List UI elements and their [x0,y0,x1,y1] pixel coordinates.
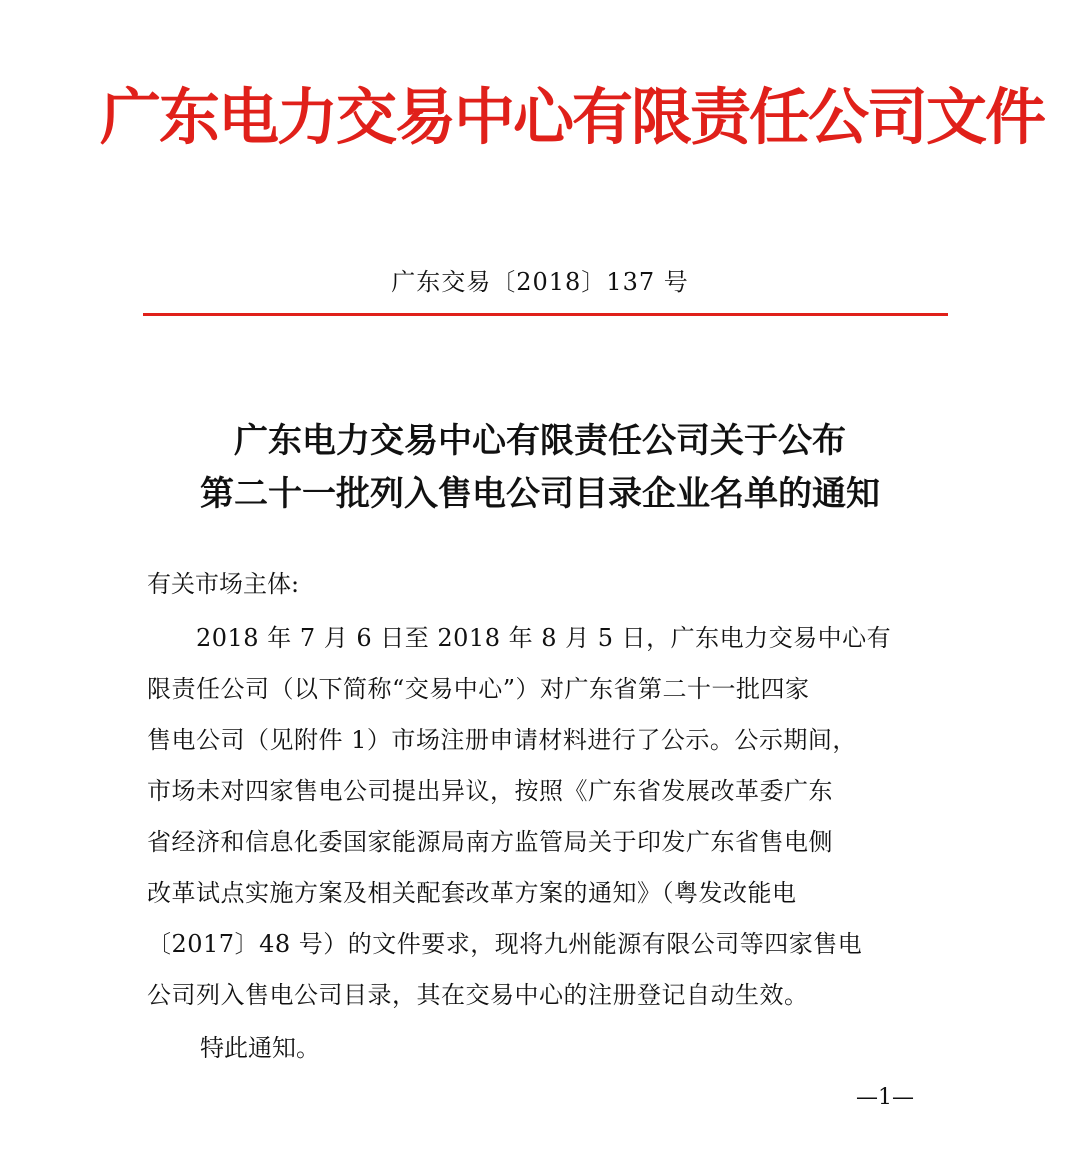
notice-title [100,415,980,521]
document-header-title: 广东电力交易中心有限责任公司文件 [100,82,1045,153]
body-line: 限责任公司（以下简称“交易中心”）对广东省第二十一批四家 [147,675,810,703]
notice-title-line-1: 广东电力交易中心有限责任公司关于公布 [234,421,846,461]
body-line: 售电公司（见附件 1）市场注册申请材料进行了公示。公示期间， [147,726,857,754]
header-divider-line [143,313,948,316]
body-line: 〔2017〕48 号）的文件要求，现将九州能源有限公司等四家售电 [147,930,863,958]
body-line: 2018 年 7 月 6 日至 2018 年 8 月 5 日，广东电力交易中心有 [147,624,892,652]
notice-title-line-2: 第二十一批列入售电公司目录企业名单的通知 [200,474,880,514]
body-line: 省经济和信息化委国家能源局南方监管局关于印发广东省售电侧 [147,828,833,856]
body-line: 市场未对四家售电公司提出异议，按照《广东省发展改革委广东 [147,777,833,805]
page-number: —1— [856,1085,914,1110]
body-line: 公司列入售电公司目录，其在交易中心的注册登记自动生效。 [147,981,809,1009]
document-number: 广东交易〔2018〕137 号 [391,268,689,296]
body-line: 改革试点实施方案及相关配套改革方案的通知》（粤发改能电 [147,879,797,907]
closing-statement: 特此通知。 [200,1034,320,1062]
salutation: 有关市场主体: [147,570,300,598]
